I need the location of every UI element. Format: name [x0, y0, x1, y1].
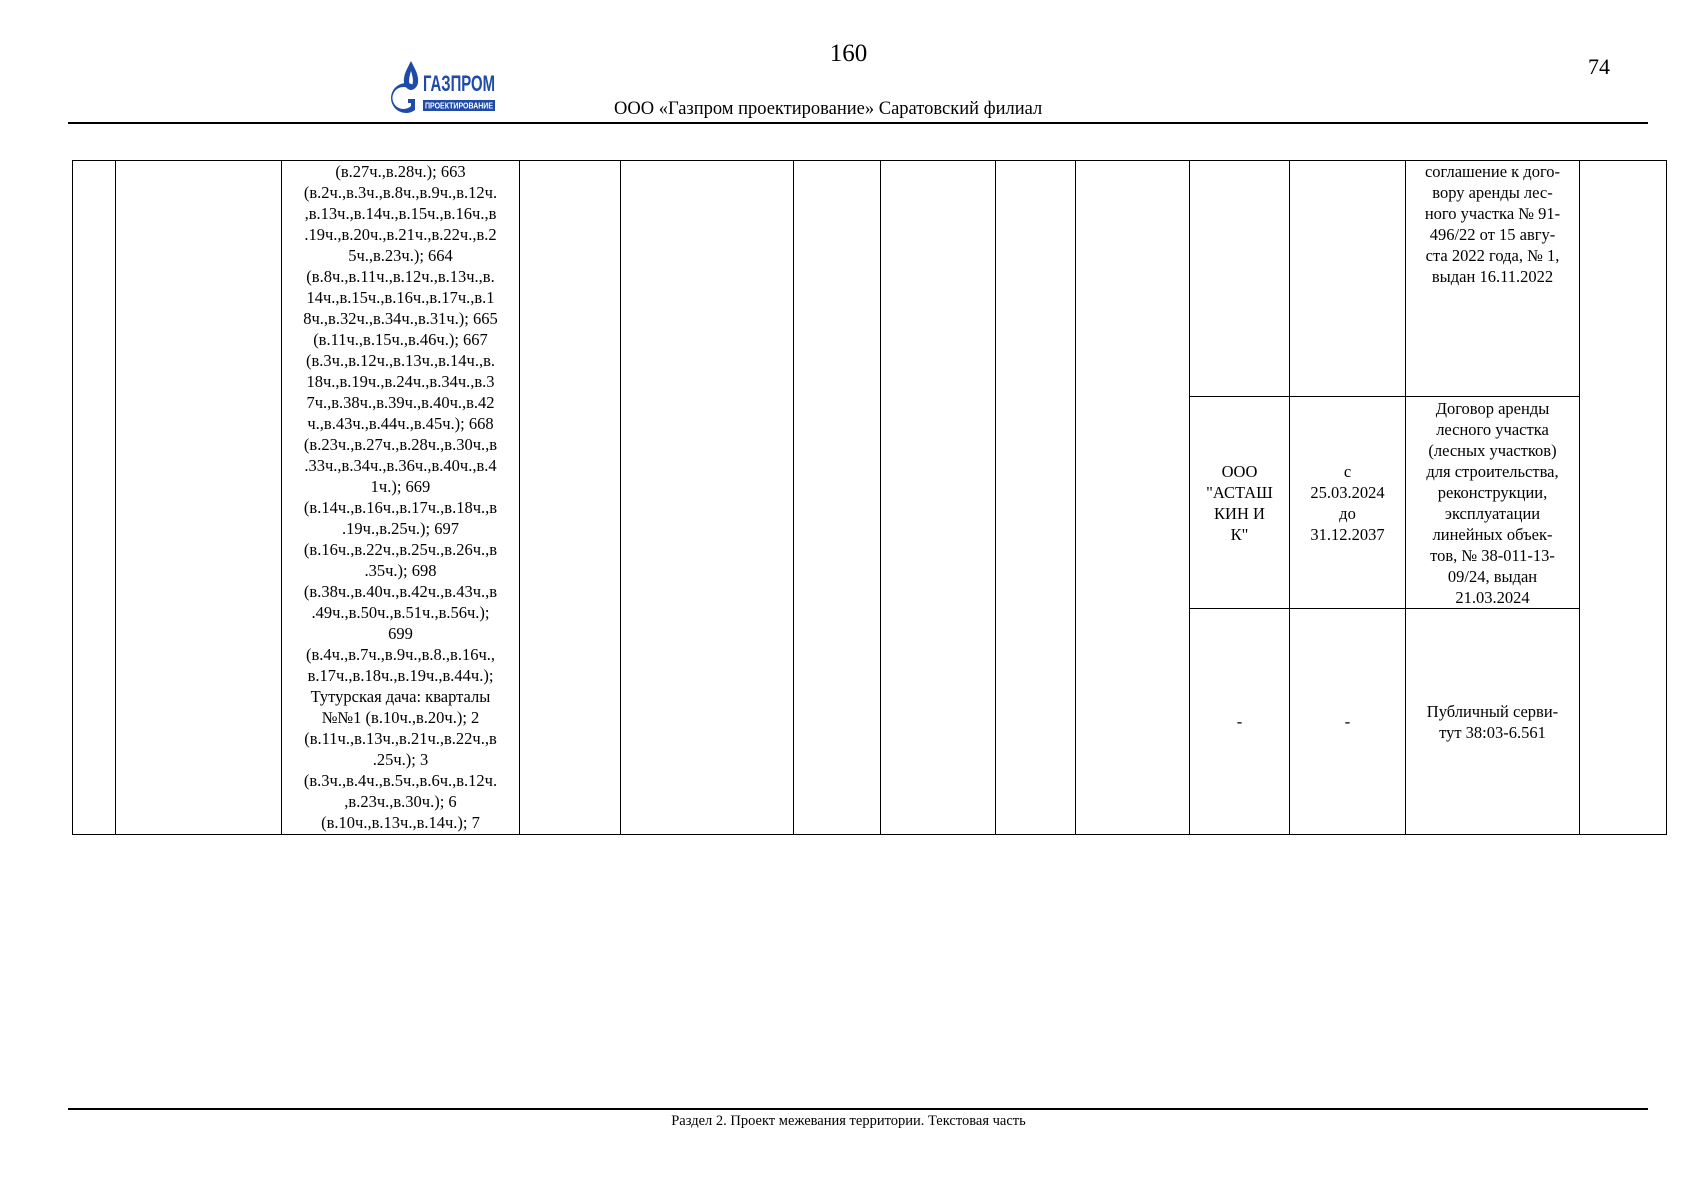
svg-text:ГАЗПРОМ: ГАЗПРОМ — [423, 71, 495, 96]
holder-cell — [1190, 609, 1290, 835]
sheet-number: 74 — [1588, 54, 1610, 79]
table-cell — [621, 161, 794, 835]
footer-divider — [68, 1108, 1648, 1110]
header-divider — [68, 122, 1648, 124]
period-text: с 25.03.2024 до 31.12.2037 — [1310, 461, 1385, 544]
footer-text: Раздел 2. Проект межевания территории. Текстовая часть — [671, 1113, 1026, 1129]
table-cell — [1580, 161, 1667, 835]
gazprom-logo-mark — [385, 57, 497, 119]
period-text: - — [1344, 712, 1351, 731]
document-cell — [1406, 609, 1580, 835]
page-number: 160 — [829, 40, 868, 67]
table-cell — [881, 161, 996, 835]
period-cell — [1290, 397, 1406, 609]
document-text: соглашение к дого- вору аренды лес- ного участка № 91- 496/22 от 15 авгу- ста 2022 года, № 1, выдан 16.11.2022 — [1424, 162, 1561, 286]
table-cell — [1076, 161, 1190, 835]
document-text: Договор аренды лесного участка (лесных участков) для строительства, реконструкции, эксплуатации линейных объек- тов, № 38-011-13- 09/24, выдан 21.03.2024 — [1426, 398, 1559, 607]
period-cell — [1290, 609, 1406, 835]
location-cell — [282, 161, 520, 835]
document-text: Публичный серви- тут 38:03-6.561 — [1426, 701, 1559, 742]
period-cell — [1290, 161, 1406, 397]
document-cell — [1406, 161, 1580, 397]
table-cell — [794, 161, 881, 835]
table-cell — [520, 161, 621, 835]
table-row — [73, 161, 1667, 397]
table-cell — [116, 161, 282, 835]
holder-cell — [1190, 397, 1290, 609]
holder-text: - — [1236, 712, 1243, 731]
holder-cell — [1190, 161, 1290, 397]
svg-text:ПРОЕКТИРОВАНИЕ: ПРОЕКТИРОВАНИЕ — [425, 101, 494, 111]
location-text: (в.27ч.,в.28ч.); 663 (в.2ч.,в.3ч.,в.8ч.,в.9ч.,в.12ч. ,в.13ч.,в.14ч.,в.15ч.,в.16ч.,в .19ч.,в.20ч.,в.21ч.,в.22ч.,в.2 5ч.,в.23ч.); 664 (в.8ч.,в.11ч.,в.12ч.,в.13ч.,в. 14ч.,в.15ч.,в.16ч.,в.17ч.,в.1 8ч.,в.32ч.,в.34ч.,в.31ч.); 665 (в.11ч.,в.15ч.,в.46ч.); 667 (в.3ч.,в.12ч.,в.13ч.,в.14ч.,в. 18ч.,в.19ч.,в.24ч.,в.34ч.,в.3 7ч.,в.38ч.,в.39ч.,в.40ч.,в.42 ч.,в.43ч.,в.44ч.,в.45ч.); 668 (в.23ч.,в.27ч.,в.28ч.,в.30ч.,в .33ч.,в.34ч.,в.36ч.,в.40ч.,в.4 1ч.); 669 (в.14ч.,в.16ч.,в.17ч.,в.18ч.,в .19ч.,в.25ч.); 697 (в.16ч.,в.22ч.,в.25ч.,в.26ч.,в .35ч.); 698 (в.38ч.,в.40ч.,в.42ч.,в.43ч.,в .49ч.,в.50ч.,в.51ч.,в.56ч.); 699 (в.4ч.,в.7ч.,в.9ч.,в.8.,в.16ч., в.17ч.,в.18ч.,в.19ч.,в.44ч.); Тутурская дача: кварталы №№1 (в.10ч.,в.20ч.); 2 (в.11ч.,в.13ч.,в.21ч.,в.22ч.,в .25ч.); 3 (в.3ч.,в.4ч.,в.5ч.,в.6ч.,в.12ч. ,в.23ч.,в.30ч.); 6 (в.10ч.,в.13ч.,в.14ч.); 7 — [303, 162, 498, 832]
table-cell — [996, 161, 1076, 835]
document-cell — [1406, 397, 1580, 609]
company-name: ООО «Газпром проектирование» Саратовский филиал — [614, 99, 1043, 119]
land-plots-table — [72, 160, 1667, 835]
table-cell — [73, 161, 116, 835]
gazprom-logo — [385, 57, 497, 119]
holder-text: ООО "АСТАШ КИН И К" — [1206, 461, 1273, 544]
